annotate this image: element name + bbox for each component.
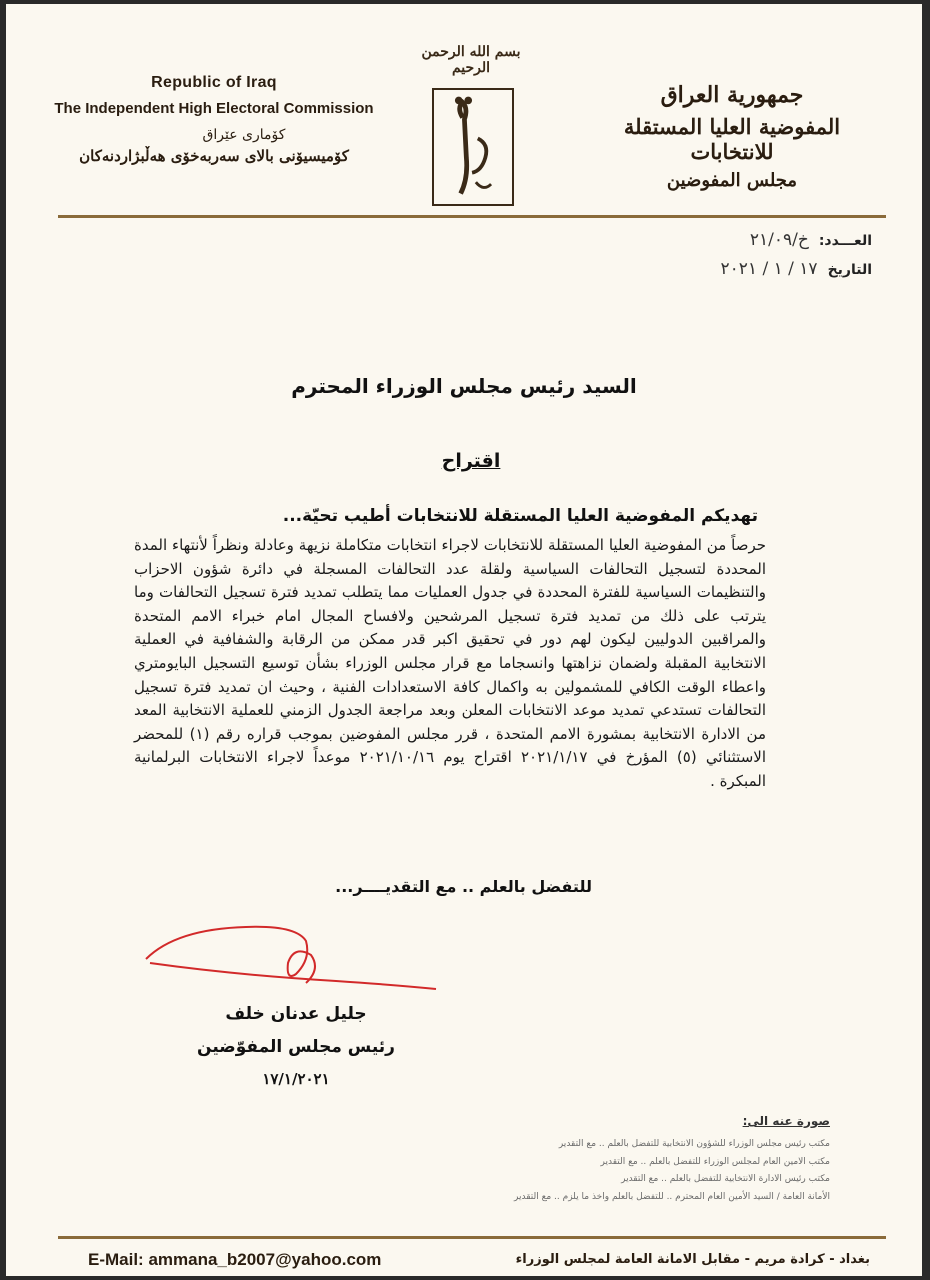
cc-title: صورة عنه الى: xyxy=(742,1114,830,1128)
footer-address: بغداد - كرادة مريم - مقابل الامانة العامة لمجلس الوزراء xyxy=(515,1252,870,1267)
header-commission-ar: المفوضية العليا المستقلة للانتخابات xyxy=(623,114,841,164)
header-country-ku: كۆماری عێراق xyxy=(202,127,286,143)
letter-page xyxy=(6,4,922,1276)
cc-item: الأمانة العامة / السيد الأمين العام المحترم .. للتفضل بالعلم واخذ ما يلزم .. مع التقدير xyxy=(514,1191,830,1202)
subject-title: اقتراح xyxy=(441,450,501,472)
header-divider xyxy=(58,215,886,218)
signer-name: جليل عدنان خلف xyxy=(225,1004,367,1024)
header-country-en: Republic of Iraq xyxy=(151,74,277,91)
footer-divider xyxy=(58,1236,886,1239)
header-commission-ku: کۆمیسیۆنی بالای سه‌ربه‌خۆی هه‌ڵبژاردنه‌کان xyxy=(79,147,349,165)
header-right-block xyxy=(582,82,882,191)
header-country-ar: جمهورية العراق xyxy=(660,82,804,108)
cc-item: مكتب رئيس الادارة الانتخابية للتفضل بالعلم .. مع التقدير xyxy=(621,1174,830,1184)
header-commission-en: The Independent High Electoral Commission xyxy=(54,100,374,117)
reference-number-value: خ/٢١/٠٩ xyxy=(749,230,809,250)
signer-title: رئيس مجلس المفوّضين xyxy=(197,1037,395,1057)
letter-body: حرصاً من المفوضية العليا المستقلة للانتخابات لاجراء انتخابات متكاملة نزيهة وعادلة ونظراً لأنتهاء المدة المحددة لتسجيل التحالفات السياسية ولقلة عدد التحالفات المسجلة في دائرة شؤون الاحزاب والتنظيمات السياسية للفترة المحددة في جدول العمليات مما يتطلب تمديد فترة تسجيل التحالفات وما يترتب على ذلك من تمديد فترة تسجيل المرشحين ولافساح المجال امام خبراء الامم المتحدة والمراقبين الدوليين ليكون لهم دور في تحقيق اكبر قدر ممكن من الرقابة والشفافية في العملية الانتخابية المقبلة ولضمان نزاهتها وانسجاما مع قرار مجلس الوزراء بشأن توسيع التسجيل البايومتري واعطاء الوقت الكافي للمشمولين به واكمال كافة الاستعدادات الفنية ، وحيث ان تمديد فترة تسجيل التحالفات تستدعي تمديد موعد الانتخابات المعلن وبعد مراجعة الجدول الزمني للعملية الانتخابية المعد من الادارة الانتخابية بمشورة الامم المتحدة ، قرر مجلس المفوضين بموجب قراره رقم (١) للمحضر الاستثنائي (٥) المؤرخ في ٢٠٢١/١/١٧ اقتراح يوم ٢٠٢١/١٠/١٦ موعداً لاجراء الانتخابات البرلمانية المبكرة . xyxy=(134,536,767,790)
greeting: تهديكم المفوضية العليا المستقلة للانتخابات أطيب تحيّة... xyxy=(282,506,758,526)
footer-email[interactable]: E-Mail: ammana_b2007@yahoo.com xyxy=(88,1250,382,1269)
closing-line: للتفضل بالعلم .. مع التقديــــر... xyxy=(335,877,592,896)
header-council-ar: مجلس المفوضين xyxy=(666,170,798,191)
reference-date-label: التاريخ xyxy=(827,262,872,278)
reference-number-label: العـــدد: xyxy=(818,233,872,249)
cc-list xyxy=(380,1136,830,1206)
commission-logo-icon xyxy=(432,88,514,206)
addressee: السيد رئيس مجلس الوزراء المحترم xyxy=(291,374,637,398)
cc-item: مكتب الامين العام لمجلس الوزراء للتفضل بالعلم .. مع التقدير xyxy=(600,1156,830,1167)
cc-item: مكتب رئيس مجلس الوزراء للشؤون الانتخابية للتفضل بالعلم .. مع التقدير xyxy=(558,1139,830,1149)
signer-date: ١٧/١/٢٠٢١ xyxy=(262,1070,330,1088)
reference-number xyxy=(750,230,872,250)
basmala: بسم الله الرحمن الرحيم xyxy=(421,44,521,76)
header-left-block xyxy=(54,74,374,165)
reference-date xyxy=(721,259,872,279)
signature-mark xyxy=(136,919,446,999)
reference-date-value: ١٧ / ١ / ٢٠٢١ xyxy=(720,259,818,279)
